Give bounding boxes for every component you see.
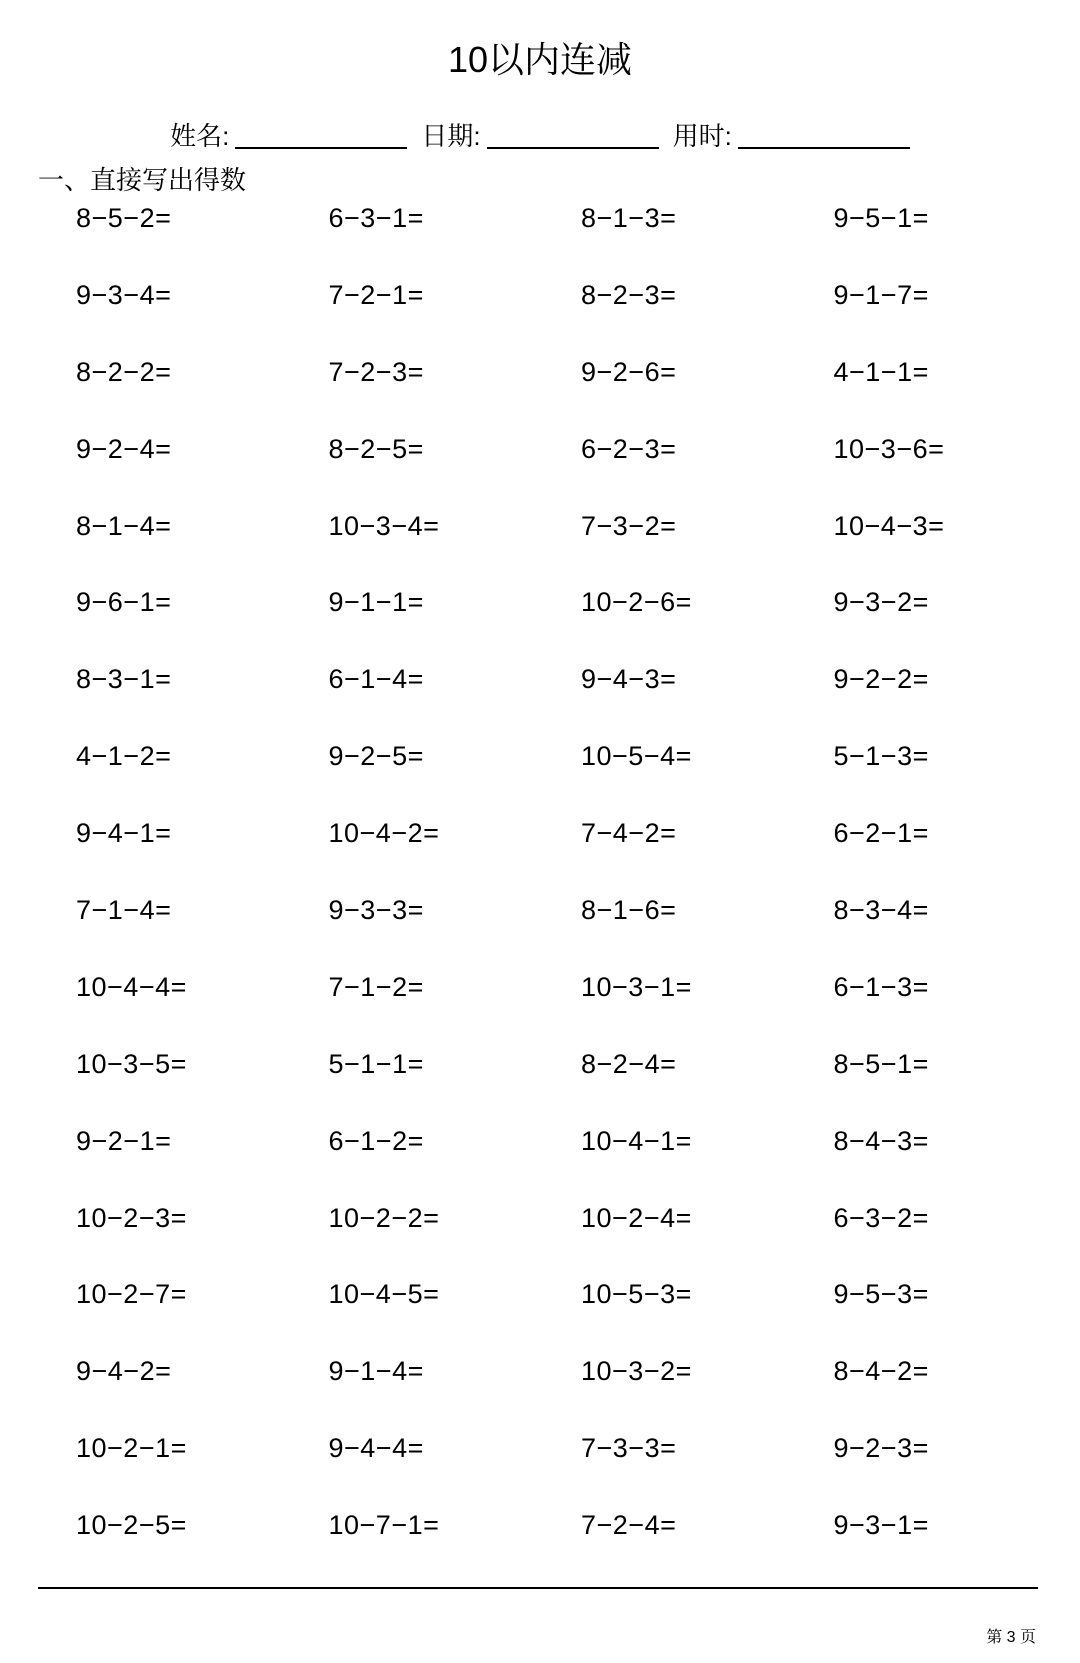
footer-divider <box>38 1587 1038 1589</box>
math-problem: 10−3−1= <box>581 971 692 1002</box>
math-problem: 8−1−4= <box>76 510 172 541</box>
math-problem: 7−3−3= <box>581 1433 677 1464</box>
math-problem: 9−2−2= <box>833 664 929 695</box>
math-problem: 10−2−3= <box>76 1202 187 1233</box>
math-problem: 10−4−3= <box>833 510 945 541</box>
math-problem: 10−2−5= <box>76 1510 187 1541</box>
name-blank-line <box>235 121 407 149</box>
math-problem: 9−2−6= <box>581 356 677 387</box>
math-problem: 10−3−5= <box>76 1048 187 1079</box>
math-problem: 10−5−4= <box>581 741 692 772</box>
page-title: 10以内连减 <box>447 39 633 80</box>
math-problem: 7−1−4= <box>76 895 172 926</box>
date-label: 日期: <box>421 121 481 151</box>
student-info-bar <box>0 116 1080 153</box>
name-label: 姓名: <box>170 121 230 151</box>
math-problem: 7−2−3= <box>328 356 424 387</box>
math-problem: 4−1−1= <box>833 356 929 387</box>
math-problem: 10−5−3= <box>581 1279 692 1310</box>
math-problem: 7−2−1= <box>328 279 424 310</box>
problem-row <box>76 203 1080 280</box>
math-problem: 9−2−5= <box>328 741 424 772</box>
math-problem: 10−4−4= <box>76 971 187 1002</box>
math-problem: 4−1−2= <box>76 741 172 772</box>
math-problem: 9−5−1= <box>833 203 929 233</box>
problem-row <box>76 1279 1080 1356</box>
math-problem: 9−4−3= <box>581 664 677 695</box>
problem-row <box>76 1126 1080 1203</box>
math-problem: 6−3−1= <box>328 203 424 233</box>
math-problem: 9−3−2= <box>833 587 929 618</box>
math-problem: 10−2−1= <box>76 1433 187 1464</box>
math-problem: 6−2−3= <box>581 433 677 464</box>
math-problem: 9−4−1= <box>76 818 172 849</box>
math-problem: 10−2−4= <box>581 1202 692 1233</box>
math-problem: 9−3−4= <box>76 279 172 310</box>
math-problem: 9−4−4= <box>328 1433 424 1464</box>
math-problem: 7−4−2= <box>581 818 677 849</box>
math-problem: 8−2−3= <box>581 279 677 310</box>
page-number: 第 3 页 <box>986 1629 1036 1646</box>
math-problem: 10−3−2= <box>581 1356 692 1387</box>
time-label: 用时: <box>672 121 732 151</box>
math-problem: 8−1−6= <box>581 895 677 926</box>
problem-row <box>76 511 1080 588</box>
math-problem: 8−3−1= <box>76 664 172 695</box>
problem-row <box>76 587 1080 664</box>
math-problem: 5−1−3= <box>833 741 929 772</box>
problem-row <box>76 280 1080 357</box>
problem-row <box>76 972 1080 1049</box>
math-problem: 6−1−3= <box>833 971 929 1002</box>
math-problem: 8−3−4= <box>833 895 929 926</box>
math-problem: 5−1−1= <box>328 1048 424 1079</box>
math-problem: 10−4−5= <box>328 1279 440 1310</box>
problem-row <box>76 357 1080 434</box>
problem-row <box>76 818 1080 895</box>
math-problem: 9−3−1= <box>833 1510 929 1541</box>
math-problem: 8−2−2= <box>76 356 172 387</box>
math-problem: 8−2−5= <box>328 433 424 464</box>
math-problem: 10−7−1= <box>328 1510 440 1541</box>
math-problem: 6−1−4= <box>328 664 424 695</box>
math-problem: 9−2−3= <box>833 1433 929 1464</box>
date-blank-line <box>487 121 659 149</box>
section-title: 一、直接写出得数 <box>38 165 247 195</box>
math-problem: 10−2−2= <box>328 1202 440 1233</box>
math-problem: 10−2−7= <box>76 1279 187 1310</box>
math-problem: 9−3−3= <box>328 895 424 926</box>
time-blank-line <box>738 121 910 149</box>
math-problem: 7−3−2= <box>581 510 677 541</box>
math-problem: 8−5−2= <box>76 203 172 233</box>
math-problem: 6−1−2= <box>328 1125 424 1156</box>
problem-row <box>76 1356 1080 1433</box>
math-problem: 10−4−2= <box>328 818 440 849</box>
problem-row <box>76 664 1080 741</box>
math-problem: 9−2−1= <box>76 1125 172 1156</box>
math-problem: 10−4−1= <box>581 1125 692 1156</box>
math-problem: 7−2−4= <box>581 1510 677 1541</box>
math-problem: 10−3−6= <box>833 433 945 464</box>
math-problem: 8−1−3= <box>581 203 677 233</box>
math-problem: 8−5−1= <box>833 1048 929 1079</box>
problem-row <box>76 1049 1080 1126</box>
math-problem: 8−4−3= <box>833 1125 929 1156</box>
math-problem: 9−4−2= <box>76 1356 172 1387</box>
math-problem: 10−2−6= <box>581 587 692 618</box>
math-problem: 7−1−2= <box>328 971 424 1002</box>
problem-row <box>76 895 1080 972</box>
math-problem: 9−1−1= <box>328 587 424 618</box>
problem-row <box>76 1510 1080 1587</box>
math-problem: 10−3−4= <box>328 510 440 541</box>
problem-row <box>76 741 1080 818</box>
math-problem: 6−3−2= <box>833 1202 929 1233</box>
problem-grid <box>76 203 1080 1587</box>
math-problem: 9−1−4= <box>328 1356 424 1387</box>
problem-row <box>76 1203 1080 1280</box>
math-problem: 9−1−7= <box>833 279 929 310</box>
math-problem: 9−5−3= <box>833 1279 929 1310</box>
math-problem: 8−4−2= <box>833 1356 929 1387</box>
math-problem: 9−6−1= <box>76 587 172 618</box>
math-problem: 9−2−4= <box>76 433 172 464</box>
problem-row <box>76 1433 1080 1510</box>
math-problem: 6−2−1= <box>833 818 929 849</box>
math-problem: 8−2−4= <box>581 1048 677 1079</box>
problem-row <box>76 434 1080 511</box>
